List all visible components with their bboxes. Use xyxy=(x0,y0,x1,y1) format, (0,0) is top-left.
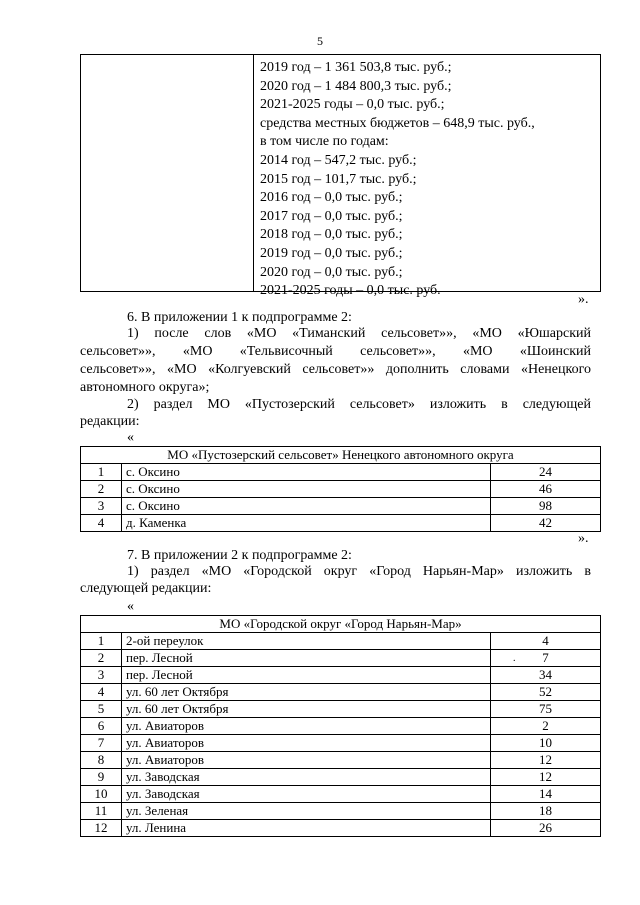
row-name: 2-ой переулок xyxy=(122,633,491,650)
row-number: 12 xyxy=(81,820,122,837)
table-row xyxy=(81,752,601,769)
funding-line: 2021-2025 годы – 0,0 тыс. руб. xyxy=(260,283,441,299)
row-number: 11 xyxy=(81,803,122,820)
row-number: 5 xyxy=(81,701,122,718)
row-name: ул. Зеленая xyxy=(122,803,491,820)
row-number: 2 xyxy=(81,650,122,667)
row-number: 1 xyxy=(81,464,122,481)
funding-line: 2020 год – 0,0 тыс. руб.; xyxy=(260,264,403,280)
row-value: 12 xyxy=(491,769,601,786)
row-value: 12 xyxy=(491,752,601,769)
open-quote: « xyxy=(127,430,134,445)
row-name: ул. Заводская xyxy=(122,786,491,803)
item6-paragraph1-line: сельсовет»», «МО «Тельвисочный сельсовет»», «МО «Шоинский xyxy=(80,344,591,359)
row-value: 4 xyxy=(491,633,601,650)
table-row xyxy=(81,633,601,650)
item6-paragraph1-line: 1) после слов «МО «Тиманский сельсовет»», «МО «Юшарский xyxy=(127,326,591,341)
table-title: МО «Городской округ «Город Нарьян-Мар» xyxy=(81,616,601,633)
close-quote: ». xyxy=(578,531,589,546)
funding-line: в том числе по годам: xyxy=(260,134,389,150)
table-row xyxy=(81,481,601,498)
table-row xyxy=(81,820,601,837)
item7-heading: 7. В приложении 2 к подпрограмме 2: xyxy=(127,548,352,563)
table-row xyxy=(81,701,601,718)
row-name: с. Оксино xyxy=(122,498,491,515)
open-quote: « xyxy=(127,599,134,614)
page-number: 5 xyxy=(317,34,323,48)
row-name: с. Оксино xyxy=(122,464,491,481)
row-name: д. Каменка xyxy=(122,515,491,532)
row-number: 10 xyxy=(81,786,122,803)
row-value: 26 xyxy=(491,820,601,837)
table-row xyxy=(81,718,601,735)
table-title: МО «Пустозерский сельсовет» Ненецкого автономного округа xyxy=(81,447,601,464)
row-name: ул. Авиаторов xyxy=(122,735,491,752)
row-name: ул. 60 лет Октября xyxy=(122,701,491,718)
table-row xyxy=(81,803,601,820)
row-value: 42 xyxy=(491,515,601,532)
row-value: 14 xyxy=(491,786,601,803)
funding-line: 2018 год – 0,0 тыс. руб.; xyxy=(260,227,403,243)
table-row xyxy=(81,786,601,803)
funding-line: 2020 год – 1 484 800,3 тыс. руб.; xyxy=(260,78,452,94)
funding-line: 2016 год – 0,0 тыс. руб.; xyxy=(260,190,403,206)
table-row xyxy=(81,464,601,481)
row-value: 10 xyxy=(491,735,601,752)
row-value: 46 xyxy=(491,481,601,498)
funding-line: 2021-2025 годы – 0,0 тыс. руб.; xyxy=(260,97,445,113)
row-name: ул. 60 лет Октября xyxy=(122,684,491,701)
pustozersky-table xyxy=(80,446,601,532)
funding-line: 2017 год – 0,0 тыс. руб.; xyxy=(260,208,403,224)
row-number: 1 xyxy=(81,633,122,650)
funding-line: 2014 год – 547,2 тыс. руб.; xyxy=(260,152,417,168)
row-number: 3 xyxy=(81,498,122,515)
row-value: 75 xyxy=(491,701,601,718)
table-row xyxy=(81,684,601,701)
item6-paragraph2-line: редакции: xyxy=(80,414,140,429)
row-value: 18 xyxy=(491,803,601,820)
row-value: 24 xyxy=(491,464,601,481)
row-number: 4 xyxy=(81,515,122,532)
close-quote: ». xyxy=(578,292,589,307)
row-name: ул. Заводская xyxy=(122,769,491,786)
funding-line: 2019 год – 1 361 503,8 тыс. руб.; xyxy=(260,60,452,75)
row-number: 7 xyxy=(81,735,122,752)
scan-speck: . xyxy=(513,653,516,664)
column-divider xyxy=(253,55,254,291)
item7-paragraph1-line: 1) раздел «МО «Городской округ «Город Нарьян-Мар» изложить в xyxy=(127,564,591,579)
row-name: ул. Авиаторов xyxy=(122,752,491,769)
row-value: 52 xyxy=(491,684,601,701)
row-name: ул. Ленина xyxy=(122,820,491,837)
funding-line: 2015 год – 101,7 тыс. руб.; xyxy=(260,171,417,187)
row-value: 7 xyxy=(491,650,601,667)
row-value: 34 xyxy=(491,667,601,684)
item6-paragraph1-line: автономного округа»; xyxy=(80,380,210,395)
table-row xyxy=(81,498,601,515)
row-number: 8 xyxy=(81,752,122,769)
row-value: 2 xyxy=(491,718,601,735)
item7-paragraph1-line: следующей редакции: xyxy=(80,581,212,596)
row-number: 9 xyxy=(81,769,122,786)
funding-line: средства местных бюджетов – 648,9 тыс. руб., xyxy=(260,115,535,131)
naryan-mar-table xyxy=(80,615,601,837)
row-value: 98 xyxy=(491,498,601,515)
row-number: 6 xyxy=(81,718,122,735)
item6-heading: 6. В приложении 1 к подпрограмме 2: xyxy=(127,310,352,325)
funding-table xyxy=(80,54,601,299)
row-number: 4 xyxy=(81,684,122,701)
table-row xyxy=(81,515,601,532)
row-number: 3 xyxy=(81,667,122,684)
funding-line: 2019 год – 0,0 тыс. руб.; xyxy=(260,245,403,261)
row-name: с. Оксино xyxy=(122,481,491,498)
item6-paragraph1-line: сельсовет»», «МО «Колгуевский сельсовет»» дополнить словами «Ненецкого xyxy=(80,362,591,377)
row-name: ул. Авиаторов xyxy=(122,718,491,735)
table-row xyxy=(81,735,601,752)
table-row xyxy=(81,650,601,667)
row-name: пер. Лесной xyxy=(122,667,491,684)
table-row xyxy=(81,769,601,786)
funding-lines xyxy=(260,59,596,301)
table-row xyxy=(81,667,601,684)
row-number: 2 xyxy=(81,481,122,498)
item6-paragraph2-line: 2) раздел МО «Пустозерский сельсовет» изложить в следующей xyxy=(127,397,591,412)
row-name: пер. Лесной xyxy=(122,650,491,667)
